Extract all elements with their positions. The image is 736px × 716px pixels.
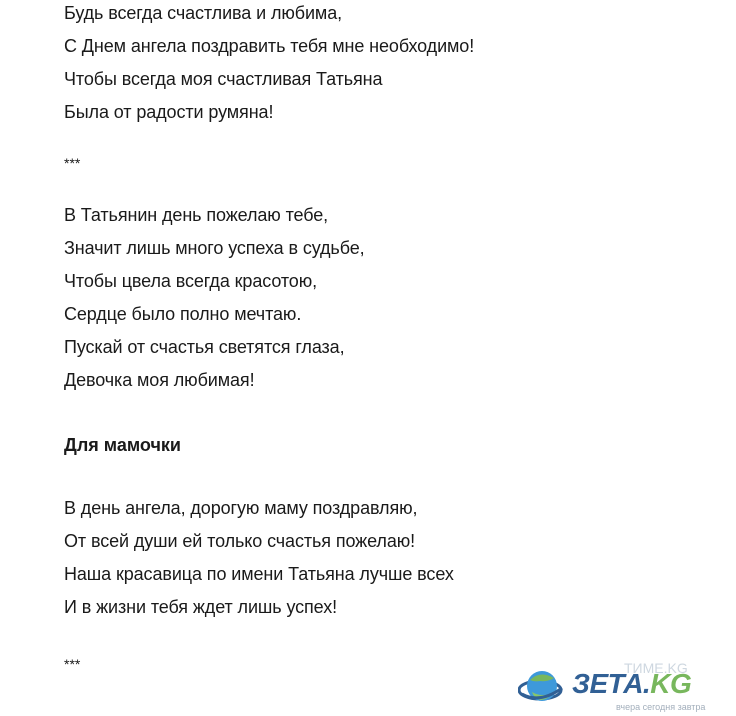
poem-line: В день ангела, дорогую маму поздравляю, [64,498,418,518]
site-watermark [512,660,736,716]
poem-line: Чтобы цвела всегда красотою, [64,271,318,291]
poem-line: Наша красавица по имени Татьяна лучше всех [64,564,454,584]
watermark-logo-text [572,668,691,700]
poem-line: Была от радости румяна! [64,102,274,122]
poem-line: В Татьянин день пожелаю тебе, [64,205,329,225]
watermark-faded-text: ТИМЕ.KG [624,660,688,676]
poem-line: Значит лишь много успеха в судьбе, [64,238,365,258]
watermark-logo-main: ЗЕТА. [572,668,651,699]
watermark-logo-tld: KG [650,668,692,699]
poem-line: Девочка моя любимая! [64,370,255,390]
poem-line: Чтобы всегда моя счастливая Татьяна [64,69,383,89]
article-content [64,0,714,674]
poem-line: От всей души ей только счастья пожелаю! [64,531,416,551]
poem-line: Пускай от счастья светятся глаза, [64,337,345,357]
poem-line: И в жизни тебя ждет лишь успех! [64,597,337,617]
poem-line: Сердце было полно мечтаю. [64,304,302,324]
section-heading: Для мамочки [64,435,181,455]
globe-icon [518,664,564,710]
poem-line: Будь всегда счастлива и любима, [64,3,343,23]
watermark-tagline: вчера сегодня завтра [616,702,706,712]
stanza-separator: *** [64,155,81,171]
stanza-separator: *** [64,656,81,672]
poem-line: С Днем ангела поздравить тебя мне необходимо! [64,36,475,56]
